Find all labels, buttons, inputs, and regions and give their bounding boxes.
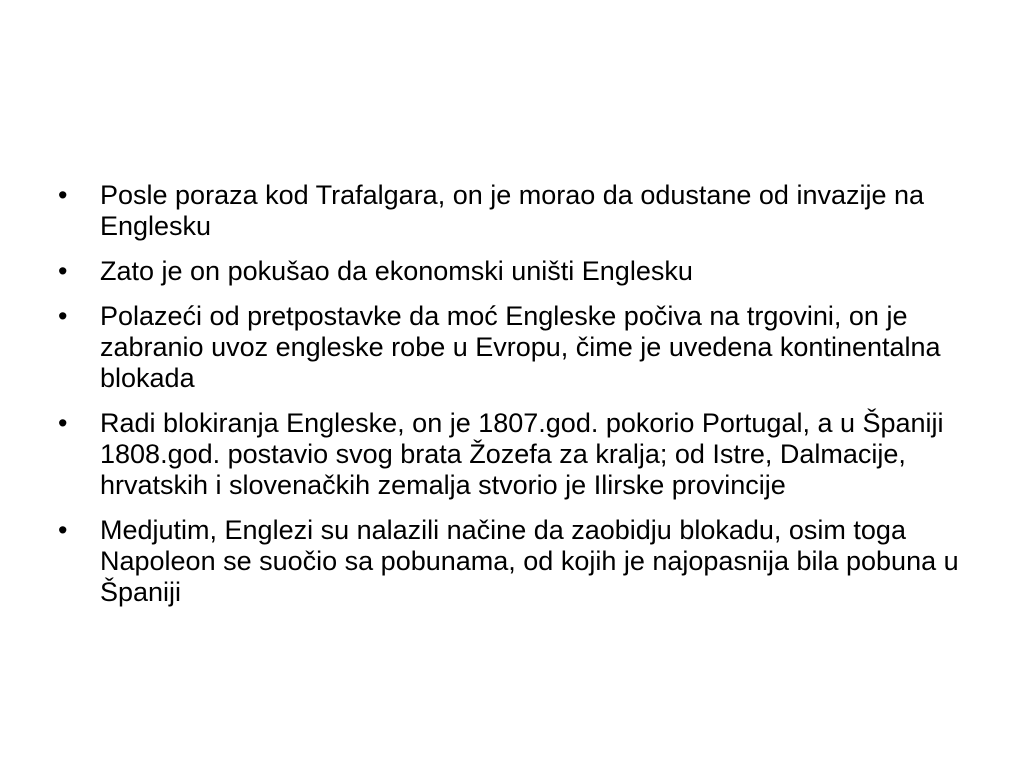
bullet-text: Polazeći od pretpostavke da moć Engleske počiva na trgovini, on je zabranio uvoz engleske robe u Evropu, čime je uvedena kontinentalna blokada [100,301,941,393]
bullet-item [58,256,978,287]
bullet-item [58,301,978,394]
bullet-marker: • [58,180,68,210]
bullet-text: Zato je on pokušao da ekonomski uništi Englesku [100,256,693,286]
bullet-marker: • [58,301,68,331]
bullet-text: Radi blokiranja Engleske, on je 1807.god. pokorio Portugal, a u Španiji 1808.god. postavio svog brata Žozefa za kralja; od Istre, Dalmacije, hrvatskih i slovenačkih zemalja stvorio je Ilirske provincije [100,408,944,500]
bullet-text: Medjutim, Englezi su nalazili načine da zaobidju blokadu, osim toga Napoleon se suočio sa pobunama, od kojih je najopasnija bila pobuna u Španiji [100,515,959,607]
bullet-list [58,180,978,622]
bullet-item [58,180,978,242]
bullet-marker: • [58,515,68,545]
bullet-marker: • [58,408,68,438]
bullet-item [58,408,978,501]
bullet-item [58,515,978,608]
bullet-marker: • [58,256,68,286]
bullet-text: Posle poraza kod Trafalgara, on je morao da odustane od invazije na Englesku [100,180,925,241]
